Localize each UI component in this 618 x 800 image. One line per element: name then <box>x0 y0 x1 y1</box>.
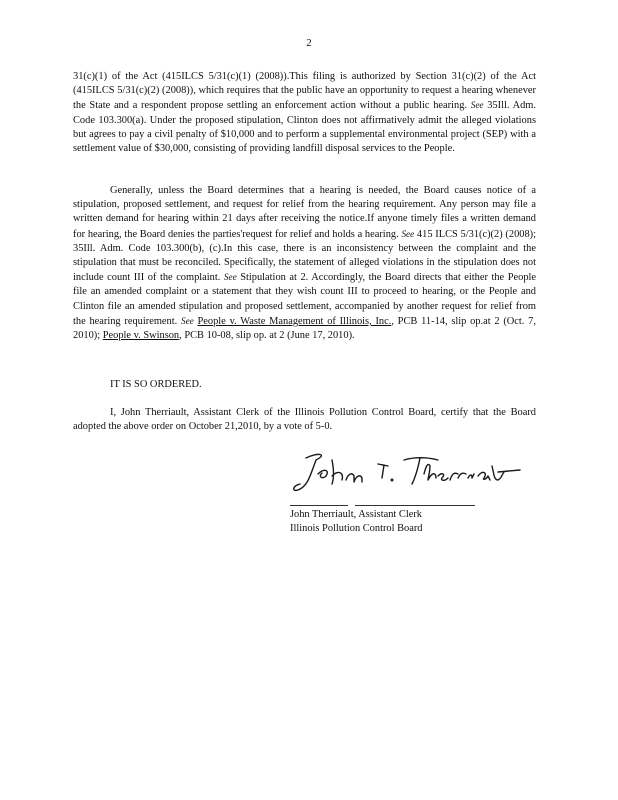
paragraph2-text-4: , PCB 11-14, slip op.at 2 (Oct. 7, 2010); <box>73 315 536 342</box>
paragraph1-text-1: 31(c)(1) of the Act (415ILCS 5/31(c)(1) (2008)).This filing is authorized by Section 31(c)(2) of the Act (415ILCS 5/31(c)(2) (2008)), which requires that the public have an opportunity to request a hearing whenever the State and a respondent propose settling an enforcement action without a public hearing. <box>73 71 536 112</box>
see-citation-signal: See <box>470 100 484 111</box>
paragraph-hearing-requirement <box>73 184 536 343</box>
signer-organization: Illinois Pollution Control Board <box>290 523 423 535</box>
signer-name-title: John Therriault, Assistant Clerk <box>290 509 422 520</box>
signature-underline-right <box>355 505 475 506</box>
clerk-certification-paragraph: I, John Therriault, Assistant Clerk of the Illinois Pollution Control Board, certify that the Board adopted the above order on October 21,2010, by a vote of 5-0. <box>73 407 536 433</box>
paragraph2-text-3: Stipulation at 2. Accordingly, the Board directs that either the People file an amended complaint or a statement that they wish count III to proceed to hearing, or the People and Clinton file an amended stipulation and proposed settlement, accompanied by another request for relief from the hearing requirement. <box>73 272 537 327</box>
see-citation-signal: See <box>180 315 194 326</box>
paragraph2-text-5: , PCB 10-08, slip op. at 2 (June 17, 2010). <box>179 330 355 342</box>
case-citation-swinson: People v. Swinson <box>102 330 180 342</box>
paragraph1-text-2: 35Ill. Adm. Code 103.300(a). Under the proposed stipulation, Clinton does not affirmatively admit the alleged violations but agrees to pay a civil penalty of $10,000 and to perform a supplemental environmental project (SEP) with a settlement value of $30,000, consisting of providing landfill disposal services to the People. <box>73 100 536 155</box>
paragraph2-text-1: Generally, unless the Board determines that a hearing is needed, the Board causes notice of a stipulation, proposed settlement, and request for relief from the hearing requirement. Any person may file a written demand for hearing within 21 days after receiving the notice.If anyone timely files a written demand for hearing, the Board denies the parties'request for relief and holds a hearing. <box>73 185 536 240</box>
so-ordered-statement: IT IS SO ORDERED. <box>110 379 202 390</box>
case-citation-waste-management: People v. Waste Management of Illinois, Inc. <box>197 315 392 327</box>
paragraph-settlement-filing <box>73 70 536 156</box>
signature-underline-left <box>290 505 348 506</box>
paragraph2-text-2: 415 ILCS 5/31(c)(2) (2008); 35Ill. Adm. Code 103.300(b), (c).In this case, there is an inconsistency between the complaint and the stipulation that must be reconciled. Specifically, the statement of alleged violations in the stipulation does not include count III of the complaint. <box>73 228 536 284</box>
page-number: 2 <box>306 37 312 49</box>
see-citation-signal: See <box>401 228 415 239</box>
see-citation-signal: See <box>223 272 237 283</box>
handwritten-signature <box>288 446 528 496</box>
signature-block <box>290 508 423 536</box>
